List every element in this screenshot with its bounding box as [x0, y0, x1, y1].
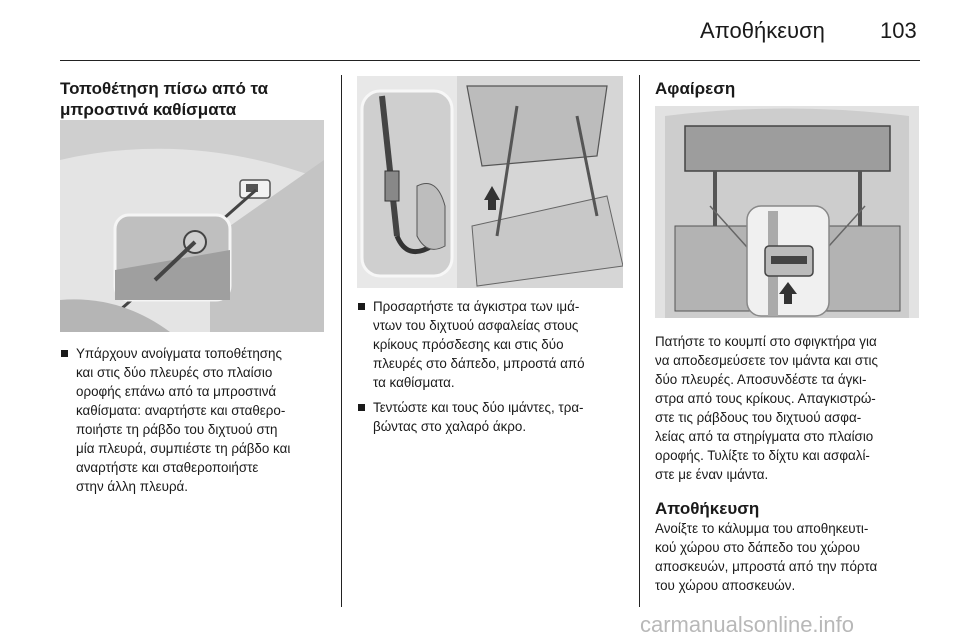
bullet-tension-straps: Τεντώστε και τους δύο ιμάντες, τρα- βώντας στο χαλαρό άκρο.: [357, 398, 627, 436]
storage-paragraph: Ανοίξτε το κάλυμμα του αποθηκευτι- κού χώρου στο δάπεδο του χώρου αποσκευών, μπροστά από την πόρτα του χώρου αποσκευών.: [655, 521, 878, 593]
page-number: 103: [880, 18, 917, 43]
section-heading-removal: Αφαίρεση: [655, 79, 736, 98]
column-3-text: [655, 332, 925, 595]
section-heading-storage: Αποθήκευση: [655, 499, 760, 518]
bullet-marker: [61, 350, 68, 357]
bullet-attach-hooks: Προσαρτήστε τα άγκιστρα των ιμά- ντων του διχτυού ασφαλείας στους κρίκους πρόσδεσης και στις δύο πλευρές στο δάπεδο, μπροστά από τα καθίσματα.: [357, 297, 627, 392]
column-3-heading: [655, 78, 925, 99]
column-divider-1: [341, 75, 342, 607]
page-section-title: Αποθήκευση: [700, 18, 825, 43]
header-divider: [60, 60, 920, 61]
column-1: [60, 78, 330, 120]
bullet-marker: [358, 303, 365, 310]
section-heading-mounting: Τοποθέτηση πίσω από τα μπροστινά καθίσματα: [60, 79, 269, 119]
removal-paragraph: Πατήστε το κουμπί στο σφιγκτήρα για να αποδεσμεύσετε τον ιμάντα και στις δύο πλευρές. Αποσυνδέστε τα άγκι- στρα από τους κρίκους. Απαγκιστρώ- στε τις ράβδους του διχτυού ασφα- λείας από τα στηρίγματα στο πλαίσιο οροφής. Τυλίξτε το δίχτυ και ασφαλί- στε με έναν ιμάντα.: [655, 334, 878, 482]
illustration-removal: [655, 106, 919, 318]
illustration-roof-mounting: [60, 120, 324, 332]
column-1-text: [60, 344, 330, 500]
column-2-text: [357, 297, 627, 440]
illustration-floor-hooks: [357, 76, 623, 288]
bullet-marker: [358, 404, 365, 411]
bullet-mounting: Υπάρχουν ανοίγματα τοποθέτησης και στις δύο πλευρές στο πλαίσιο οροφής επάνω από τα μπροστινά καθίσματα: αναρτήστε και σταθερο- ποιήστε τη ράβδο του διχτυού στη μία πλευρά, συμπιέστε τη ράβδο και αναρτήστε και σταθεροποιήστε στην άλλη πλευρά.: [60, 344, 330, 496]
watermark: carmanualsonline.info: [640, 612, 855, 637]
column-divider-2: [639, 75, 640, 607]
